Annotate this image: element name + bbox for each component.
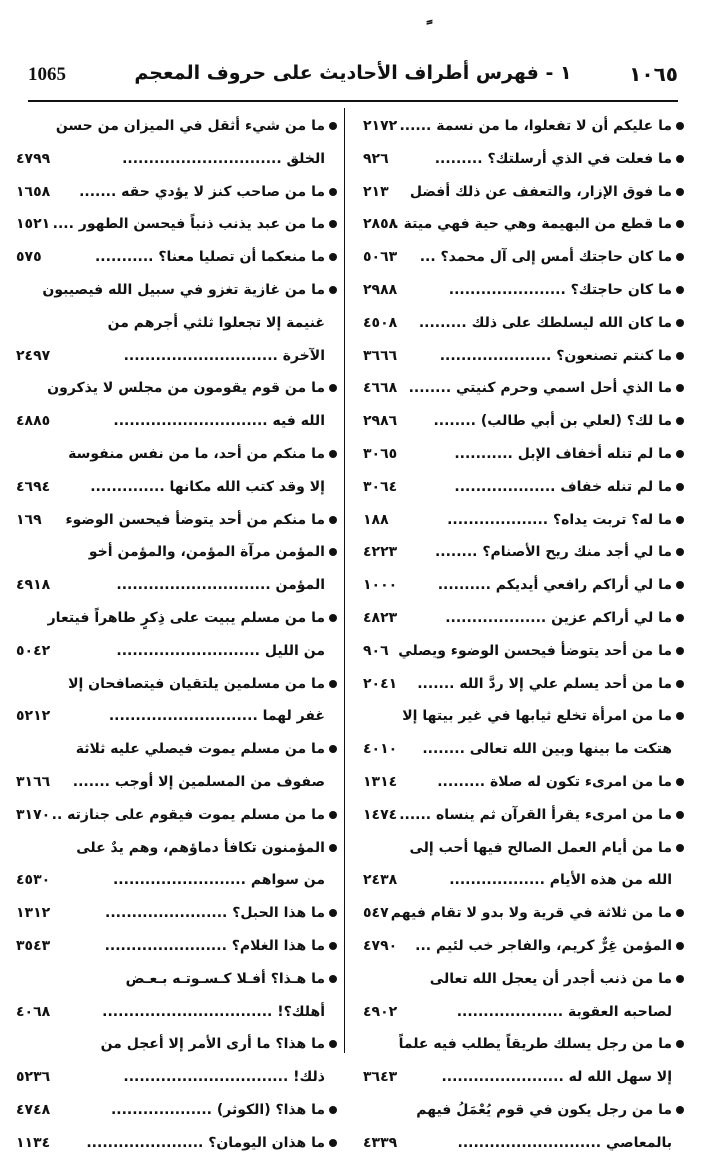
hadith-text: بالمعاصي ........................... — [457, 1134, 672, 1151]
index-entry — [14, 930, 337, 963]
hadith-text: الله من هذه الأيام .................. — [449, 872, 672, 889]
index-entry — [361, 372, 684, 405]
hadith-text: ما من مسلم يبيت على ذِكرٍ طاهراً فيتعار — [47, 609, 325, 626]
entry-first-line — [14, 897, 337, 930]
hadith-text: ما فعلت في الذي أرسلتك؟ ......... — [434, 150, 672, 167]
hadith-number: ٣٦٤٣ — [363, 1069, 398, 1086]
page-header — [28, 62, 678, 92]
entry-first-line — [361, 766, 684, 799]
bullet-icon — [676, 253, 684, 261]
hadith-number: ٤٥٠٨ — [363, 314, 398, 331]
hadith-number: ١٦٩ — [16, 511, 42, 528]
bullet-icon — [676, 122, 684, 130]
hadith-text: المؤمن ............................. — [116, 577, 325, 594]
index-entry — [14, 1127, 337, 1160]
hadith-number: ٢٤٣٨ — [363, 872, 398, 889]
page-number-latin: 1065 — [28, 64, 66, 85]
hadith-text: المؤمنون تكافأ دماؤهم، وهم يدٌ على — [76, 839, 325, 856]
entry-continuation-line — [361, 864, 684, 897]
entry-first-line — [14, 208, 337, 241]
bullet-icon — [676, 614, 684, 622]
entry-first-line — [361, 471, 684, 504]
index-entry — [14, 438, 337, 504]
hadith-number: ٣١٧٠ — [16, 806, 51, 823]
entry-first-line — [361, 176, 684, 209]
hadith-number: ٤٦٩٤ — [16, 478, 51, 495]
bullet-icon — [329, 122, 337, 130]
bullet-icon — [676, 516, 684, 524]
hadith-number: ٤٧٩٠ — [363, 937, 398, 954]
entry-first-line — [361, 635, 684, 668]
bullet-icon — [676, 647, 684, 655]
hadith-number: ١٤٧٤ — [363, 806, 398, 823]
hadith-text: الآخرة ............................. — [123, 347, 325, 364]
hadith-text: إلا وقد كتب الله مكانها .............. — [90, 478, 325, 495]
entry-continuation-line — [361, 996, 684, 1029]
bullet-icon — [676, 155, 684, 163]
index-entry — [361, 143, 684, 176]
index-entry — [14, 668, 337, 734]
bullet-icon — [676, 942, 684, 950]
entry-first-line — [361, 208, 684, 241]
hadith-number: ٤٧٤٨ — [16, 1101, 51, 1118]
index-entry — [14, 832, 337, 898]
entry-first-line — [361, 897, 684, 930]
index-entry — [361, 471, 684, 504]
hadith-text: ما هذا؟ (الكوثر) ................... — [110, 1101, 325, 1118]
index-entry — [14, 241, 337, 274]
hadith-text: ما فوق الإزار، والتعفف عن ذلك أفضل — [409, 183, 672, 200]
bullet-icon — [329, 909, 337, 917]
index-entry — [361, 569, 684, 602]
hadith-text: ما قطع من البهيمة وهي حية فهي ميتة .. — [388, 216, 672, 233]
index-entry — [361, 536, 684, 569]
index-entry — [361, 504, 684, 537]
index-entry — [361, 930, 684, 963]
entry-continuation-line — [14, 700, 337, 733]
index-entry — [14, 372, 337, 438]
index-entry — [14, 504, 337, 537]
hadith-number: ٥٠٤٢ — [16, 642, 51, 659]
entry-continuation-line — [14, 864, 337, 897]
index-column-right — [361, 110, 684, 1151]
entry-continuation-line — [14, 143, 337, 176]
bullet-icon — [676, 188, 684, 196]
index-entry — [14, 1028, 337, 1094]
bullet-icon — [329, 516, 337, 524]
index-entry — [361, 635, 684, 668]
hadith-text: ما من شيء أثقل في الميزان من حسن — [55, 118, 325, 134]
hadith-text: ما هـذا؟ أفـلا كـسـوتـه بـعـض — [125, 970, 325, 987]
hadith-text: ما من رجل يسلك طريقاً يطلب فيه علماً — [398, 1036, 672, 1053]
index-entry — [361, 766, 684, 799]
hadith-text: ما من امرىء تكون له صلاة ......... — [437, 773, 672, 790]
index-entry — [14, 799, 337, 832]
entry-first-line — [14, 963, 337, 996]
bullet-icon — [676, 417, 684, 425]
bullet-icon — [329, 548, 337, 556]
entry-first-line — [361, 963, 684, 996]
entry-continuation-line — [14, 569, 337, 602]
entry-first-line — [361, 602, 684, 635]
hadith-number: ٩٢٦ — [363, 150, 389, 167]
hadith-number: ٥٤٧ — [363, 905, 389, 922]
hadith-text: من الليل ........................... — [116, 642, 325, 659]
entry-continuation-line — [361, 1127, 684, 1160]
hadith-number: ٢٠٤١ — [363, 675, 398, 692]
bullet-icon — [676, 220, 684, 228]
entry-continuation-line — [14, 766, 337, 799]
hadith-number: ٥٢١٢ — [16, 708, 51, 725]
hadith-text: المؤمن غِرٌّ كريم، والفاجر خب لئيم ... — [415, 937, 672, 954]
index-entry — [361, 405, 684, 438]
hadith-text: ما من ذنب أجدر أن يعجل الله تعالى — [429, 970, 672, 987]
hadith-number: ٤٠١٠ — [363, 741, 398, 758]
bullet-icon — [676, 286, 684, 294]
bullet-icon — [329, 975, 337, 983]
hadith-text: ما من رجل يكون في قوم يُعْمَلُ فيهم — [416, 1101, 672, 1118]
hadith-number: ٣١٦٦ — [16, 773, 51, 790]
bullet-icon — [676, 909, 684, 917]
hadith-text: غفر لهما ............................ — [108, 708, 325, 725]
hadith-number: ٣٦٦٦ — [363, 347, 398, 364]
index-entry — [361, 340, 684, 373]
hadith-text: صفوف من المسلمين إلا أوجب ....... — [72, 773, 325, 790]
hadith-text: ما هذا؟ ما أرى الأمر إلا أعجل من — [100, 1036, 325, 1053]
bullet-icon — [329, 1040, 337, 1048]
hadith-number: ٤٠٦٨ — [16, 1003, 51, 1020]
entry-first-line — [361, 668, 684, 701]
entry-first-line — [14, 930, 337, 963]
hadith-text: ما له؟ تربت يداه؟ ................... — [447, 511, 672, 528]
entry-first-line — [14, 372, 337, 405]
entry-first-line — [14, 733, 337, 766]
bullet-icon — [676, 384, 684, 392]
hadith-number: ٣٠٦٤ — [363, 478, 398, 495]
hadith-text: أهلك؟! ................................ — [102, 1003, 325, 1020]
bullet-icon — [329, 844, 337, 852]
index-entry — [14, 536, 337, 602]
bullet-icon — [329, 811, 337, 819]
hadith-number: ٤٨٢٣ — [363, 609, 398, 626]
bullet-icon — [329, 942, 337, 950]
entry-first-line — [361, 1028, 684, 1061]
index-entry — [361, 241, 684, 274]
bullet-icon — [329, 450, 337, 458]
hadith-number: ٢٩٨٦ — [363, 413, 398, 430]
hadith-number: ٩٠٦ — [363, 642, 389, 659]
hadith-text: ما من عبد يذنب ذنباً فيحسن الطهور .... — [52, 216, 325, 233]
hadith-number: ١١٣٤ — [16, 1134, 51, 1151]
hadith-number: ٥٧٥ — [16, 249, 42, 266]
entry-first-line — [361, 799, 684, 832]
index-entry — [361, 799, 684, 832]
bullet-icon — [676, 581, 684, 589]
entry-first-line — [361, 832, 684, 865]
bullet-icon — [329, 188, 337, 196]
hadith-number: ٣٠٦٥ — [363, 445, 398, 462]
bullet-icon — [676, 1106, 684, 1114]
entry-continuation-line — [14, 635, 337, 668]
entry-first-line — [361, 241, 684, 274]
hadith-text: إلا سهل الله له ....................... — [441, 1069, 672, 1086]
bullet-icon — [329, 384, 337, 392]
hadith-text: المؤمن مرآة المؤمن، والمؤمن أخو — [88, 544, 325, 561]
hadith-text: ما من ثلاثة في قرية ولا بدو لا تقام فيهم — [390, 905, 672, 922]
hadith-number: ٤٧٩٩ — [16, 150, 51, 167]
hadith-number: ١٦٥٨ — [16, 183, 51, 200]
hadith-number: ١٨٨ — [363, 511, 389, 528]
hadith-number: ٢١٧٢ — [363, 118, 398, 134]
index-entry — [14, 110, 337, 176]
entry-first-line — [14, 110, 337, 143]
index-entry — [14, 208, 337, 241]
entry-first-line — [14, 799, 337, 832]
hadith-text: ما كان حاجتك أمس إلى آل محمد؟ ... — [419, 249, 672, 266]
hadith-text: ما عليكم أن لا تفعلوا، ما من نسمة ...... — [399, 118, 672, 134]
hadith-number: ٣٥٤٣ — [16, 937, 51, 954]
hadith-text: غنيمة إلا تجعلوا ثلثي أجرهم من — [107, 314, 325, 331]
index-entry — [361, 110, 684, 143]
entry-continuation-line — [361, 733, 684, 766]
hadith-text: ما من مسلم يموت فيصلي عليه ثلاثة — [75, 741, 325, 758]
bullet-icon — [676, 450, 684, 458]
hadith-text: من سواهم ......................... — [112, 872, 325, 889]
entry-first-line — [14, 1094, 337, 1127]
index-entry — [361, 208, 684, 241]
index-entry — [361, 832, 684, 898]
bullet-icon — [676, 975, 684, 983]
hadith-number: ٤٨٨٥ — [16, 413, 51, 430]
hadith-text: ما من صاحب كنز لا يؤدي حقه ....... — [79, 183, 325, 200]
bullet-icon — [676, 483, 684, 491]
entry-first-line — [14, 1028, 337, 1061]
index-entry — [361, 1094, 684, 1160]
hadith-text: ما من غازية تغزو في سبيل الله فيصيبون — [42, 281, 325, 298]
hadith-text: ما لي أجد منك ريح الأصنام؟ ........ — [434, 544, 672, 561]
entry-first-line — [14, 504, 337, 537]
hadith-number: ٢٩٨٨ — [363, 281, 398, 298]
hadith-text: ما لك؟ (لعلي بن أبي طالب) ........ — [433, 413, 672, 430]
hadith-number: ١٥٢١ — [16, 216, 51, 233]
hadith-text: ما لم تنله خفاف ................... — [454, 478, 672, 495]
hadith-number: ١٣١٤ — [363, 773, 398, 790]
hadith-text: ما لي أراكم عزين ................... — [445, 609, 672, 626]
entry-continuation-line — [14, 340, 337, 373]
hadith-number: ٢١٣ — [363, 183, 389, 200]
hadith-text: ما لم تنله أخفاف الإبل ........... — [454, 445, 672, 462]
entry-first-line — [361, 143, 684, 176]
entry-first-line — [14, 274, 337, 307]
header-rule — [28, 100, 678, 102]
entry-first-line — [14, 1127, 337, 1160]
hadith-number: ٥٢٣٦ — [16, 1069, 51, 1086]
hadith-text: الله فيه ............................. — [113, 413, 325, 430]
entry-first-line — [361, 307, 684, 340]
index-entry — [361, 176, 684, 209]
index-entry — [361, 307, 684, 340]
hadith-number: ٤٣٣٩ — [363, 1134, 398, 1151]
hadith-text: ما كان حاجتك؟ ...................... — [448, 281, 672, 298]
index-entry — [14, 602, 337, 668]
bullet-icon — [676, 680, 684, 688]
entry-first-line — [361, 569, 684, 602]
index-column-left — [14, 110, 337, 1151]
hadith-number: ٤٢٢٣ — [363, 544, 398, 561]
hadith-text: ما من قوم يقومون من مجلس لا يذكرون — [47, 380, 325, 397]
entry-first-line — [14, 602, 337, 635]
hadith-text: ما من امرأة تخلع ثيابها في غير بيتها إلا — [402, 708, 672, 725]
hadith-text: ما كنتم تصنعون؟ ..................... — [439, 347, 672, 364]
hadith-text: ما هذا الحبل؟ ....................... — [105, 905, 325, 922]
entry-continuation-line — [14, 996, 337, 1029]
hadith-number: ٤٩٠٢ — [363, 1003, 398, 1020]
bullet-icon — [329, 745, 337, 753]
hadith-number: ٤٥٣٠ — [16, 872, 51, 889]
index-entry — [361, 438, 684, 471]
bullet-icon — [676, 844, 684, 852]
entry-first-line — [14, 438, 337, 471]
bullet-icon — [676, 712, 684, 720]
index-entry — [361, 602, 684, 635]
hadith-text: ما هذا الغلام؟ ....................... — [104, 937, 325, 954]
bullet-icon — [676, 778, 684, 786]
index-entry — [361, 897, 684, 930]
index-entry — [361, 1028, 684, 1094]
hadith-text: ما من مسلمين يلتقيان فيتصافحان إلا — [68, 675, 325, 692]
index-entry — [14, 733, 337, 799]
entry-first-line — [361, 340, 684, 373]
entry-first-line — [14, 241, 337, 274]
entry-first-line — [14, 536, 337, 569]
bullet-icon — [329, 1139, 337, 1147]
hadith-number: ٢٨٥٨ — [363, 216, 398, 233]
entry-first-line — [361, 110, 684, 143]
bullet-icon — [329, 1106, 337, 1114]
bullet-icon — [676, 1040, 684, 1048]
entry-continuation-line — [14, 471, 337, 504]
hadith-text: الخلق .............................. — [122, 150, 325, 167]
entry-first-line — [361, 438, 684, 471]
hadith-text: ما الذي أحل اسمي وحرم كنيتي ........ — [408, 380, 672, 397]
hadith-text: ذلك! ............................... — [123, 1069, 325, 1086]
index-entry — [361, 668, 684, 701]
entry-first-line — [361, 372, 684, 405]
entry-first-line — [361, 1094, 684, 1127]
hadith-text: ما منكم من أحد، ما من نفس منفوسة — [68, 445, 325, 462]
entry-first-line — [361, 504, 684, 537]
hadith-text: ما كان الله ليسلطك على ذلك ......... — [418, 314, 672, 331]
running-title: ١ - فهرس أطراف الأحاديث على حروف المعجم — [134, 62, 572, 84]
index-entry — [361, 963, 684, 1029]
entry-first-line — [361, 405, 684, 438]
hadith-text: هتكت ما بينها وبين الله تعالى ........ — [422, 741, 672, 758]
index-entry — [14, 1094, 337, 1127]
hadith-text: ما من أحد يسلم علي إلا ردَّ الله ....... — [417, 675, 672, 692]
hadith-number: ٢٤٩٧ — [16, 347, 51, 364]
index-entry — [14, 274, 337, 372]
entry-first-line — [361, 274, 684, 307]
hadith-number: ١٠٠٠ — [363, 577, 398, 594]
entry-first-line — [361, 536, 684, 569]
index-entry — [361, 700, 684, 766]
hadith-number: ٥٠٦٣ — [363, 249, 398, 266]
index-entry — [14, 963, 337, 1029]
hadith-text: ما منعكما أن تصليا معنا؟ ........... — [94, 249, 325, 266]
hadith-text: لصاحبه العقوبة .................... — [456, 1003, 672, 1020]
entry-first-line — [14, 668, 337, 701]
page-number-arabic: ١٠٦٥ — [629, 62, 678, 86]
index-entry — [14, 176, 337, 209]
bullet-icon — [676, 548, 684, 556]
index-entry — [14, 897, 337, 930]
index-entry — [361, 274, 684, 307]
hadith-text: ما هذان اليومان؟ ...................... — [86, 1134, 325, 1151]
entry-continuation-line — [14, 405, 337, 438]
entry-first-line — [14, 176, 337, 209]
hadith-text: ما منكم من أحد يتوضأ فيحسن الوضوء — [65, 511, 325, 528]
bullet-icon — [329, 614, 337, 622]
hadith-number: ٤٩١٨ — [16, 577, 51, 594]
entry-first-line — [361, 700, 684, 733]
bullet-icon — [329, 253, 337, 261]
bullet-icon — [329, 220, 337, 228]
hadith-text: ما من أيام العمل الصالح فيها أحب إلى — [409, 839, 672, 856]
entry-first-line — [14, 832, 337, 865]
hadith-text: ما من امرىء يقرأ القرآن ثم ينساه ...... — [399, 806, 672, 823]
hadith-text: ما من مسلم يموت فيقوم على جنازته .. — [51, 806, 325, 823]
hadith-text: ما لي أراكم رافعي أيديكم .......... — [437, 577, 672, 594]
bullet-icon — [676, 352, 684, 360]
bullet-icon — [676, 811, 684, 819]
bullet-icon — [676, 319, 684, 327]
column-divider — [344, 108, 345, 1053]
hadith-number: ١٣١٢ — [16, 905, 51, 922]
hadith-text: ما من أحد يتوضأ فيحسن الوضوء ويصلي — [398, 642, 672, 659]
entry-first-line — [361, 930, 684, 963]
bullet-icon — [329, 680, 337, 688]
hadith-number: ٤٦٦٨ — [363, 380, 398, 397]
bullet-icon — [329, 286, 337, 294]
entry-continuation-line — [14, 307, 337, 340]
